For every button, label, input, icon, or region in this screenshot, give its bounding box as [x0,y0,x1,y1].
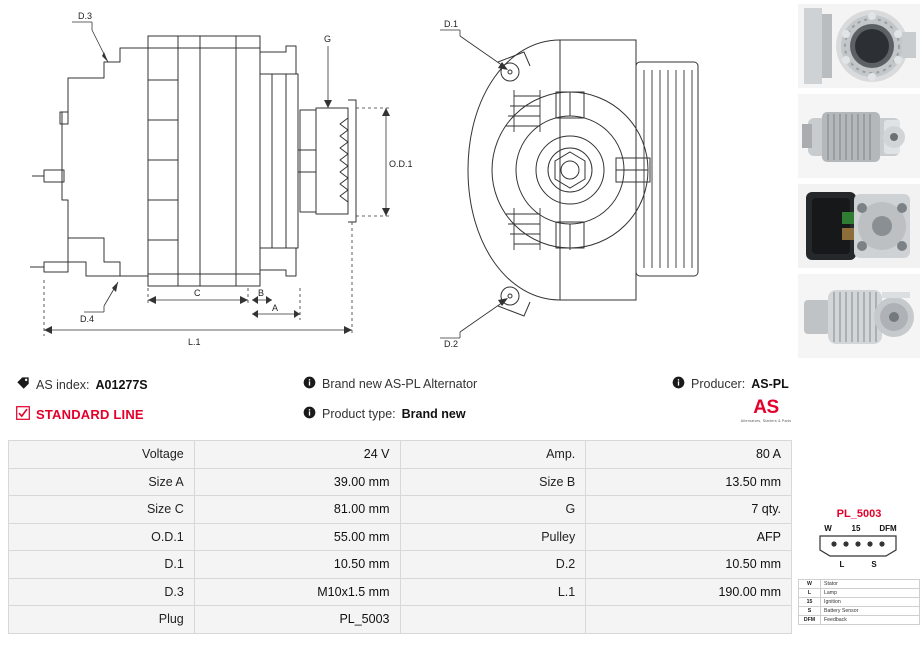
label-a: A [272,303,279,313]
spec-value: 81.00 mm [194,496,400,524]
spec-key: Size B [400,468,586,496]
alternator-photo-side[interactable] [798,94,920,178]
plug-title: PL_5003 [836,508,882,520]
info-icon [303,376,316,392]
plug-pin-label-dfm: DFM [879,524,897,533]
plug-legend-table [798,579,920,625]
spec-value: 13.50 mm [586,468,792,496]
spec-key: Size A [9,468,195,496]
table-row [9,441,792,469]
table-row [9,523,792,551]
plug-pin-label-s: S [871,560,877,569]
spec-value: 10.50 mm [194,551,400,579]
alternator-photo-front[interactable] [798,4,920,88]
standard-line-row [16,406,144,423]
plug-pin-label-w: W [824,524,832,533]
brand-new-text: Brand new AS-PL Alternator [322,377,478,391]
legend-key: L [799,589,821,598]
table-row [9,578,792,606]
label-g: G [324,34,332,44]
product-photos [798,4,920,364]
plug-pins [798,522,920,575]
spec-key: D.1 [9,551,195,579]
standard-line-label: STANDARD LINE [36,407,144,422]
legend-key: 15 [799,598,821,607]
spec-key: Voltage [9,441,195,469]
label-c: C [194,288,201,298]
spec-key: Pulley [400,523,586,551]
brand-new-row [303,376,477,392]
as-index-value: A01277S [95,377,148,392]
spec-key: G [400,496,586,524]
legend-desc: Battery Sensor [821,607,920,616]
logo-mark: AS [753,397,779,418]
table-row [9,496,792,524]
producer-row [672,376,789,392]
info-icon [303,406,316,422]
label-d3: D.3 [78,11,93,21]
spec-value: M10x1.5 mm [194,578,400,606]
legend-row [799,580,920,589]
legend-row [799,607,920,616]
legend-row [799,598,920,607]
legend-row [799,616,920,625]
plug-diagram [798,508,920,625]
producer-value: AS-PL [751,377,789,391]
spec-key: L.1 [400,578,586,606]
tag-icon [16,376,30,393]
spec-key: O.D.1 [9,523,195,551]
table-row [9,551,792,579]
spec-value: AFP [586,523,792,551]
spec-value: 7 qty. [586,496,792,524]
label-d4: D.4 [80,314,95,324]
spec-value: 39.00 mm [194,468,400,496]
as-pl-logo [737,398,795,423]
drawing-canvas [0,0,795,362]
product-info [0,368,795,434]
plug-pin-label-l: L [839,560,845,569]
spec-value: 55.00 mm [194,523,400,551]
legend-desc: Stator [821,580,920,589]
spec-value: 190.00 mm [586,578,792,606]
spec-value: 10.50 mm [586,551,792,579]
legend-key: S [799,607,821,616]
product-type-row [303,406,466,422]
spec-key: Plug [9,606,195,634]
product-type-value: Brand new [401,407,466,421]
alternator-photo-angle[interactable] [798,274,920,358]
label-l1: L.1 [188,337,201,347]
spec-value: 80 A [586,441,792,469]
legend-key: DFM [799,616,821,625]
spec-key: D.2 [400,551,586,579]
spec-key: Amp. [400,441,586,469]
checkbox-checked-icon [16,406,30,423]
alternator-photo-rear[interactable] [798,184,920,268]
logo-subtitle: Alternators, Starters & Parts [740,419,792,423]
legend-key: W [799,580,821,589]
as-index-row [16,376,148,393]
spec-key: D.3 [9,578,195,606]
table-row [9,468,792,496]
info-icon [672,376,685,392]
label-d1: D.1 [444,19,459,29]
technical-drawings [0,0,795,362]
legend-desc: Feedback [821,616,920,625]
label-d2: D.2 [444,339,459,349]
spec-key [400,606,586,634]
spec-value: 24 V [194,441,400,469]
spec-value: PL_5003 [194,606,400,634]
as-index-label: AS index: [36,377,90,392]
legend-row [799,589,920,598]
label-od1: O.D.1 [389,159,413,169]
legend-desc: Ignition [821,598,920,607]
product-type-label: Product type: [322,407,396,421]
spec-value [586,606,792,634]
specification-table [8,440,792,634]
plug-pin-label-15: 15 [851,524,861,533]
table-row [9,606,792,634]
label-b: B [258,288,265,298]
producer-label: Producer: [691,377,746,391]
spec-key: Size C [9,496,195,524]
legend-desc: Lamp [821,589,920,598]
